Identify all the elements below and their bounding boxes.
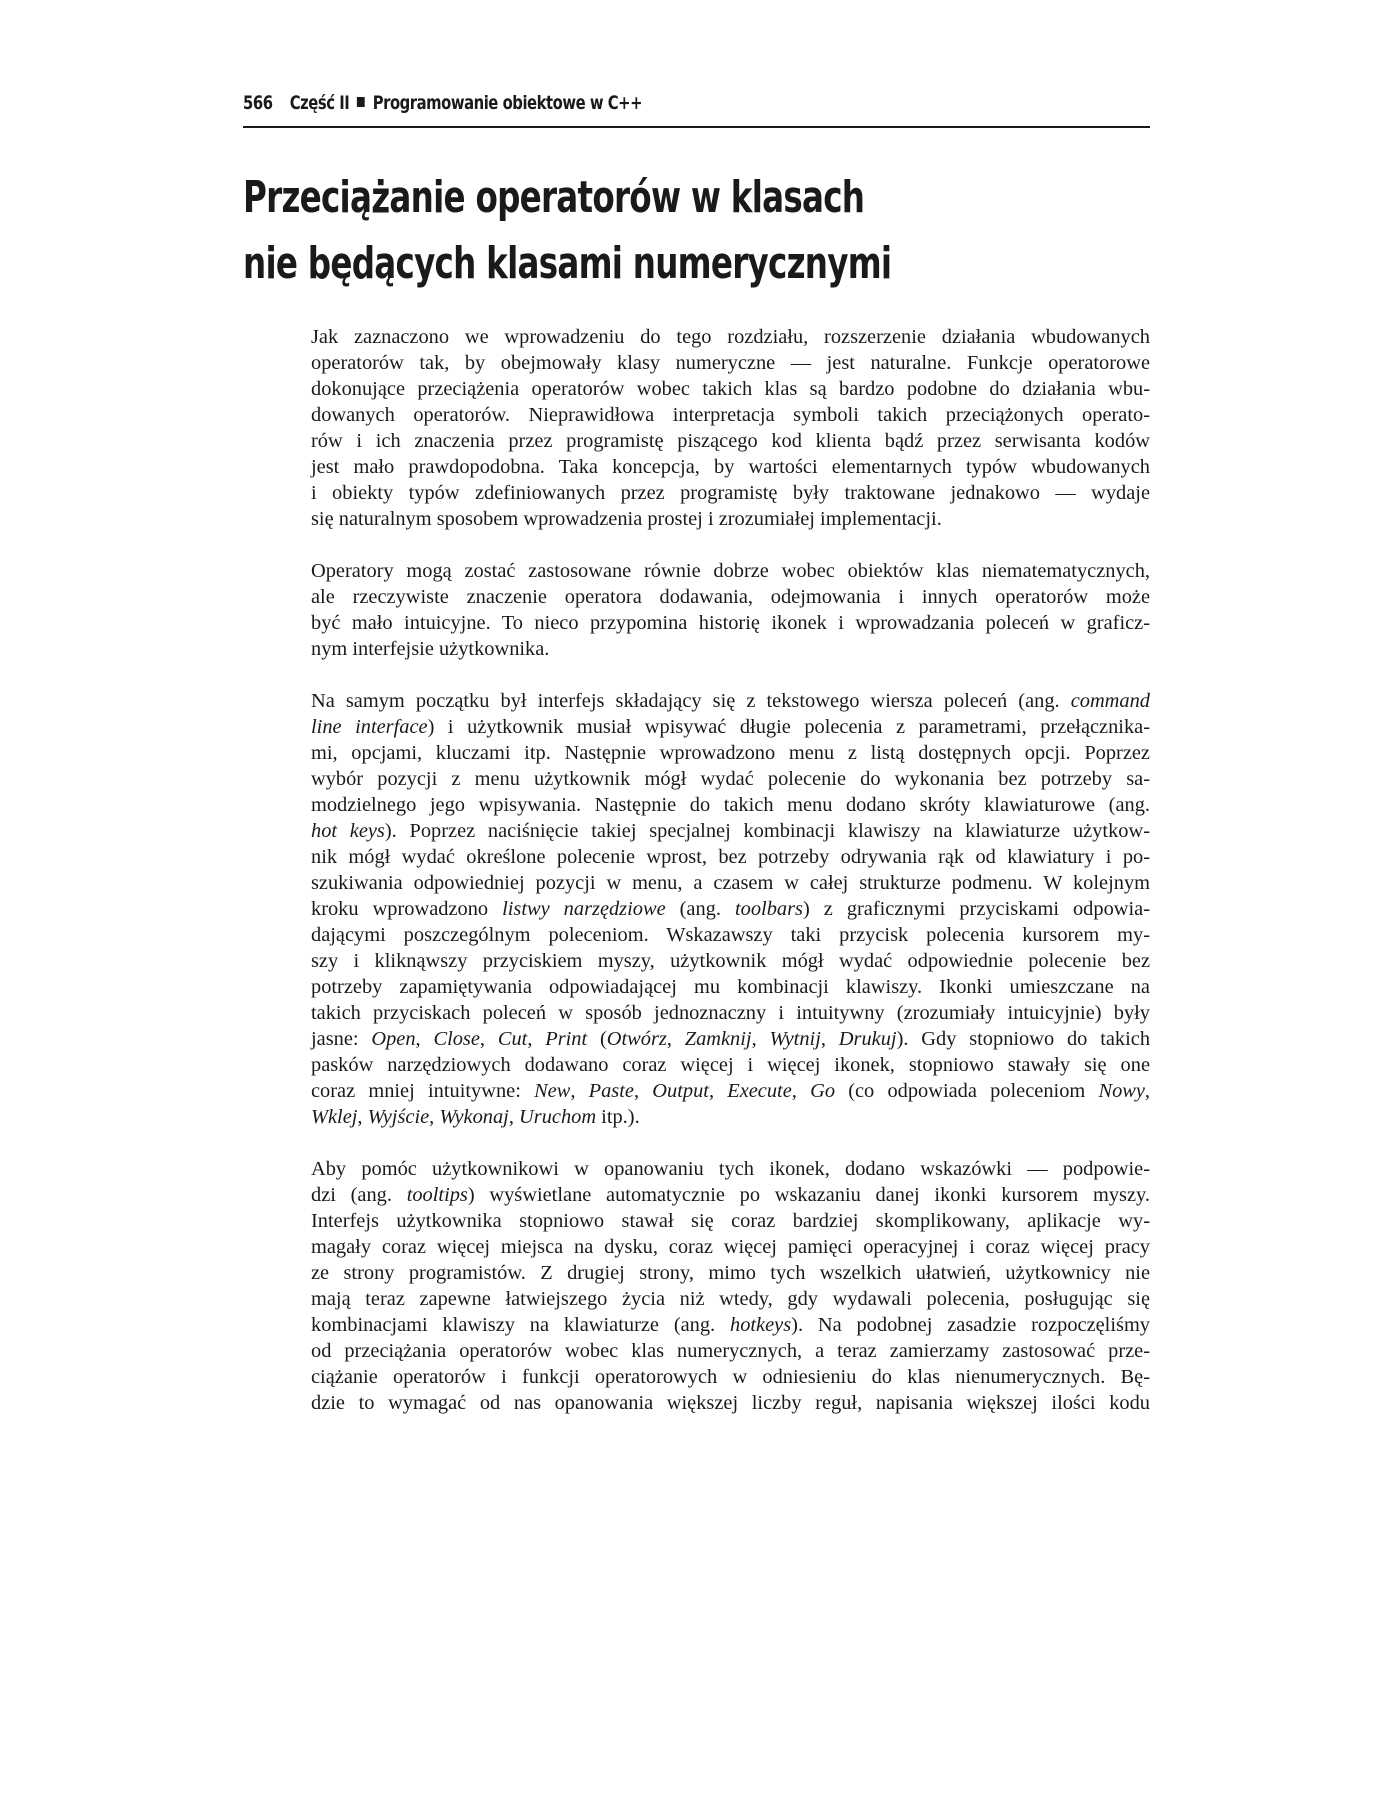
paragraph-line: magały coraz więcej miejsca na dysku, coraz więcej pamięci operacyjnej i coraz więcej pracy (311, 1236, 1150, 1258)
paragraph-line: modzielnego jego wpisywania. Następnie do takich menu dodano skróty klawiaturowe (ang. (311, 794, 1150, 816)
paragraph-line: jest mało prawdopodobna. Taka koncepcja, by wartości elementarnych typów wbudowanych (311, 456, 1150, 478)
paragraph-line: Interfejs użytkownika stopniowo stawał się coraz bardziej skomplikowany, aplikacje wy- (311, 1210, 1150, 1232)
paragraph (311, 1156, 1150, 1416)
running-head (243, 92, 1150, 128)
part-label: Część II (289, 92, 350, 114)
paragraph (311, 558, 1150, 662)
paragraph-line: ze strony programistów. Z drugiej strony, mimo tych wszelkich ułatwień, użytkownicy nie (311, 1262, 1150, 1284)
paragraph-line: dzi (ang. tooltips) wyświetlane automatycznie po wskazaniu danej ikonki kursorem myszy. (311, 1184, 1150, 1206)
paragraph-line: rów i ich znaczenia przez programistę piszącego kod klienta bądź przez serwisanta kodów (311, 430, 1150, 452)
paragraph-line: nik mógł wydać określone polecenie wprost, bez potrzeby odrywania rąk od klawiatury i po- (311, 846, 1150, 868)
paragraph-line: operatorów tak, by obejmowały klasy numeryczne — jest naturalne. Funkcje operatorowe (311, 352, 1150, 374)
paragraph (311, 688, 1150, 1130)
paragraph-line: wybór pozycji z menu użytkownik mógł wydać polecenie do wykonania bez potrzeby sa- (311, 768, 1150, 790)
paragraph (311, 324, 1150, 532)
paragraph-line: potrzeby zapamiętywania odpowiadającej mu kombinacji klawiszy. Ikonki umieszczane na (311, 976, 1150, 998)
paragraph-line: ciążanie operatorów i funkcji operatorowych w odniesieniu do klas nienumerycznych. Bę- (311, 1366, 1150, 1388)
paragraph-line: dającymi poszczególnym poleceniom. Wskazawszy taki przycisk polecenia kursorem my- (311, 924, 1150, 946)
paragraph-line: pasków narzędziowych dodawano coraz więcej i więcej ikonek, stopniowo stawały się one (311, 1054, 1150, 1076)
paragraph-line: szukiwania odpowiedniej pozycji w menu, a czasem w całej strukturze podmenu. W kolejnym (311, 872, 1150, 894)
paragraph-line: line interface) i użytkownik musiał wpisywać długie polecenia z parametrami, przełącznika- (311, 716, 1150, 738)
paragraph-line: Operatory mogą zostać zastosowane równie dobrze wobec obiektów klas niematematycznych, (311, 560, 1150, 582)
section-title-line-2: nie będących klasami numerycznymi (243, 238, 892, 289)
paragraph-line: Na samym początku był interfejs składający się z tekstowego wiersza poleceń (ang. command (311, 690, 1150, 712)
square-bullet-icon (357, 97, 365, 107)
paragraph-line: Wklej, Wyjście, Wykonaj, Uruchom itp.). (311, 1106, 640, 1128)
section-title-line-1: Przeciążanie operatorów w klasach (243, 172, 865, 223)
paragraph-line: kroku wprowadzono listwy narzędziowe (ang. toolbars) z graficznymi przyciskami odpowia- (311, 898, 1150, 920)
paragraph-line: ale rzeczywiste znaczenie operatora dodawania, odejmowania i innych operatorów może (311, 586, 1150, 608)
paragraph-line: coraz mniej intuitywne: New, Paste, Output, Execute, Go (co odpowiada poleceniom Nowy, (311, 1080, 1151, 1102)
paragraph-line: mają teraz zapewne łatwiejszego życia niż wtedy, gdy wydawali polecenia, posługując się (311, 1288, 1150, 1310)
paragraph-line: takich przyciskach poleceń w sposób jednoznaczny i intuitywny (zrozumiały intuicyjnie) były (311, 1002, 1150, 1024)
paragraph-line: i obiekty typów zdefiniowanych przez programistę były traktowane jednakowo — wydaje (311, 482, 1150, 504)
paragraph-line: dowanych operatorów. Nieprawidłowa interpretacja symboli takich przeciążonych operato- (311, 404, 1150, 426)
paragraph-line: dzie to wymagać od nas opanowania większej liczby reguł, napisania większej ilości kodu (311, 1392, 1150, 1414)
section-title (243, 165, 1057, 297)
paragraph-line: się naturalnym sposobem wprowadzenia prostej i zrozumiałej implementacji. (311, 508, 942, 530)
body-text (311, 324, 1150, 1416)
paragraph-line: jasne: Open, Close, Cut, Print (Otwórz, Zamknij, Wytnij, Drukuj). Gdy stopniowo do takich (311, 1028, 1151, 1050)
paragraph-line: Aby pomóc użytkownikowi w opanowaniu tych ikonek, dodano wskazówki — podpowie- (311, 1158, 1150, 1180)
paragraph-line: szy i kliknąwszy przyciskiem myszy, użytkownik mógł wydać odpowiednie polecenie bez (311, 950, 1150, 972)
paragraph-line: Jak zaznaczono we wprowadzeniu do tego rozdziału, rozszerzenie działania wbudowanych (311, 326, 1150, 348)
paragraph-line: mi, opcjami, kluczami itp. Następnie wprowadzono menu z listą dostępnych opcji. Poprzez (311, 742, 1150, 764)
page-number: 566 (243, 92, 273, 114)
paragraph-line: dokonujące przeciążenia operatorów wobec takich klas są bardzo podobne do działania wbu- (311, 378, 1150, 400)
paragraph-line: hot keys). Poprzez naciśnięcie takiej specjalnej kombinacji klawiszy na klawiaturze użytkow- (311, 820, 1150, 842)
paragraph-line: kombinacjami klawiszy na klawiaturze (ang. hotkeys). Na podobnej zasadzie rozpoczęliśmy (311, 1314, 1150, 1336)
paragraph-line: nym interfejsie użytkownika. (311, 638, 550, 660)
paragraph-line: od przeciążania operatorów wobec klas numerycznych, a teraz zamierzamy zastosować prze- (311, 1340, 1150, 1362)
part-title: Programowanie obiektowe w C++ (372, 92, 643, 114)
paragraph-line: być mało intuicyjne. To nieco przypomina historię ikonek i wprowadzania poleceń w graficz- (311, 612, 1150, 634)
